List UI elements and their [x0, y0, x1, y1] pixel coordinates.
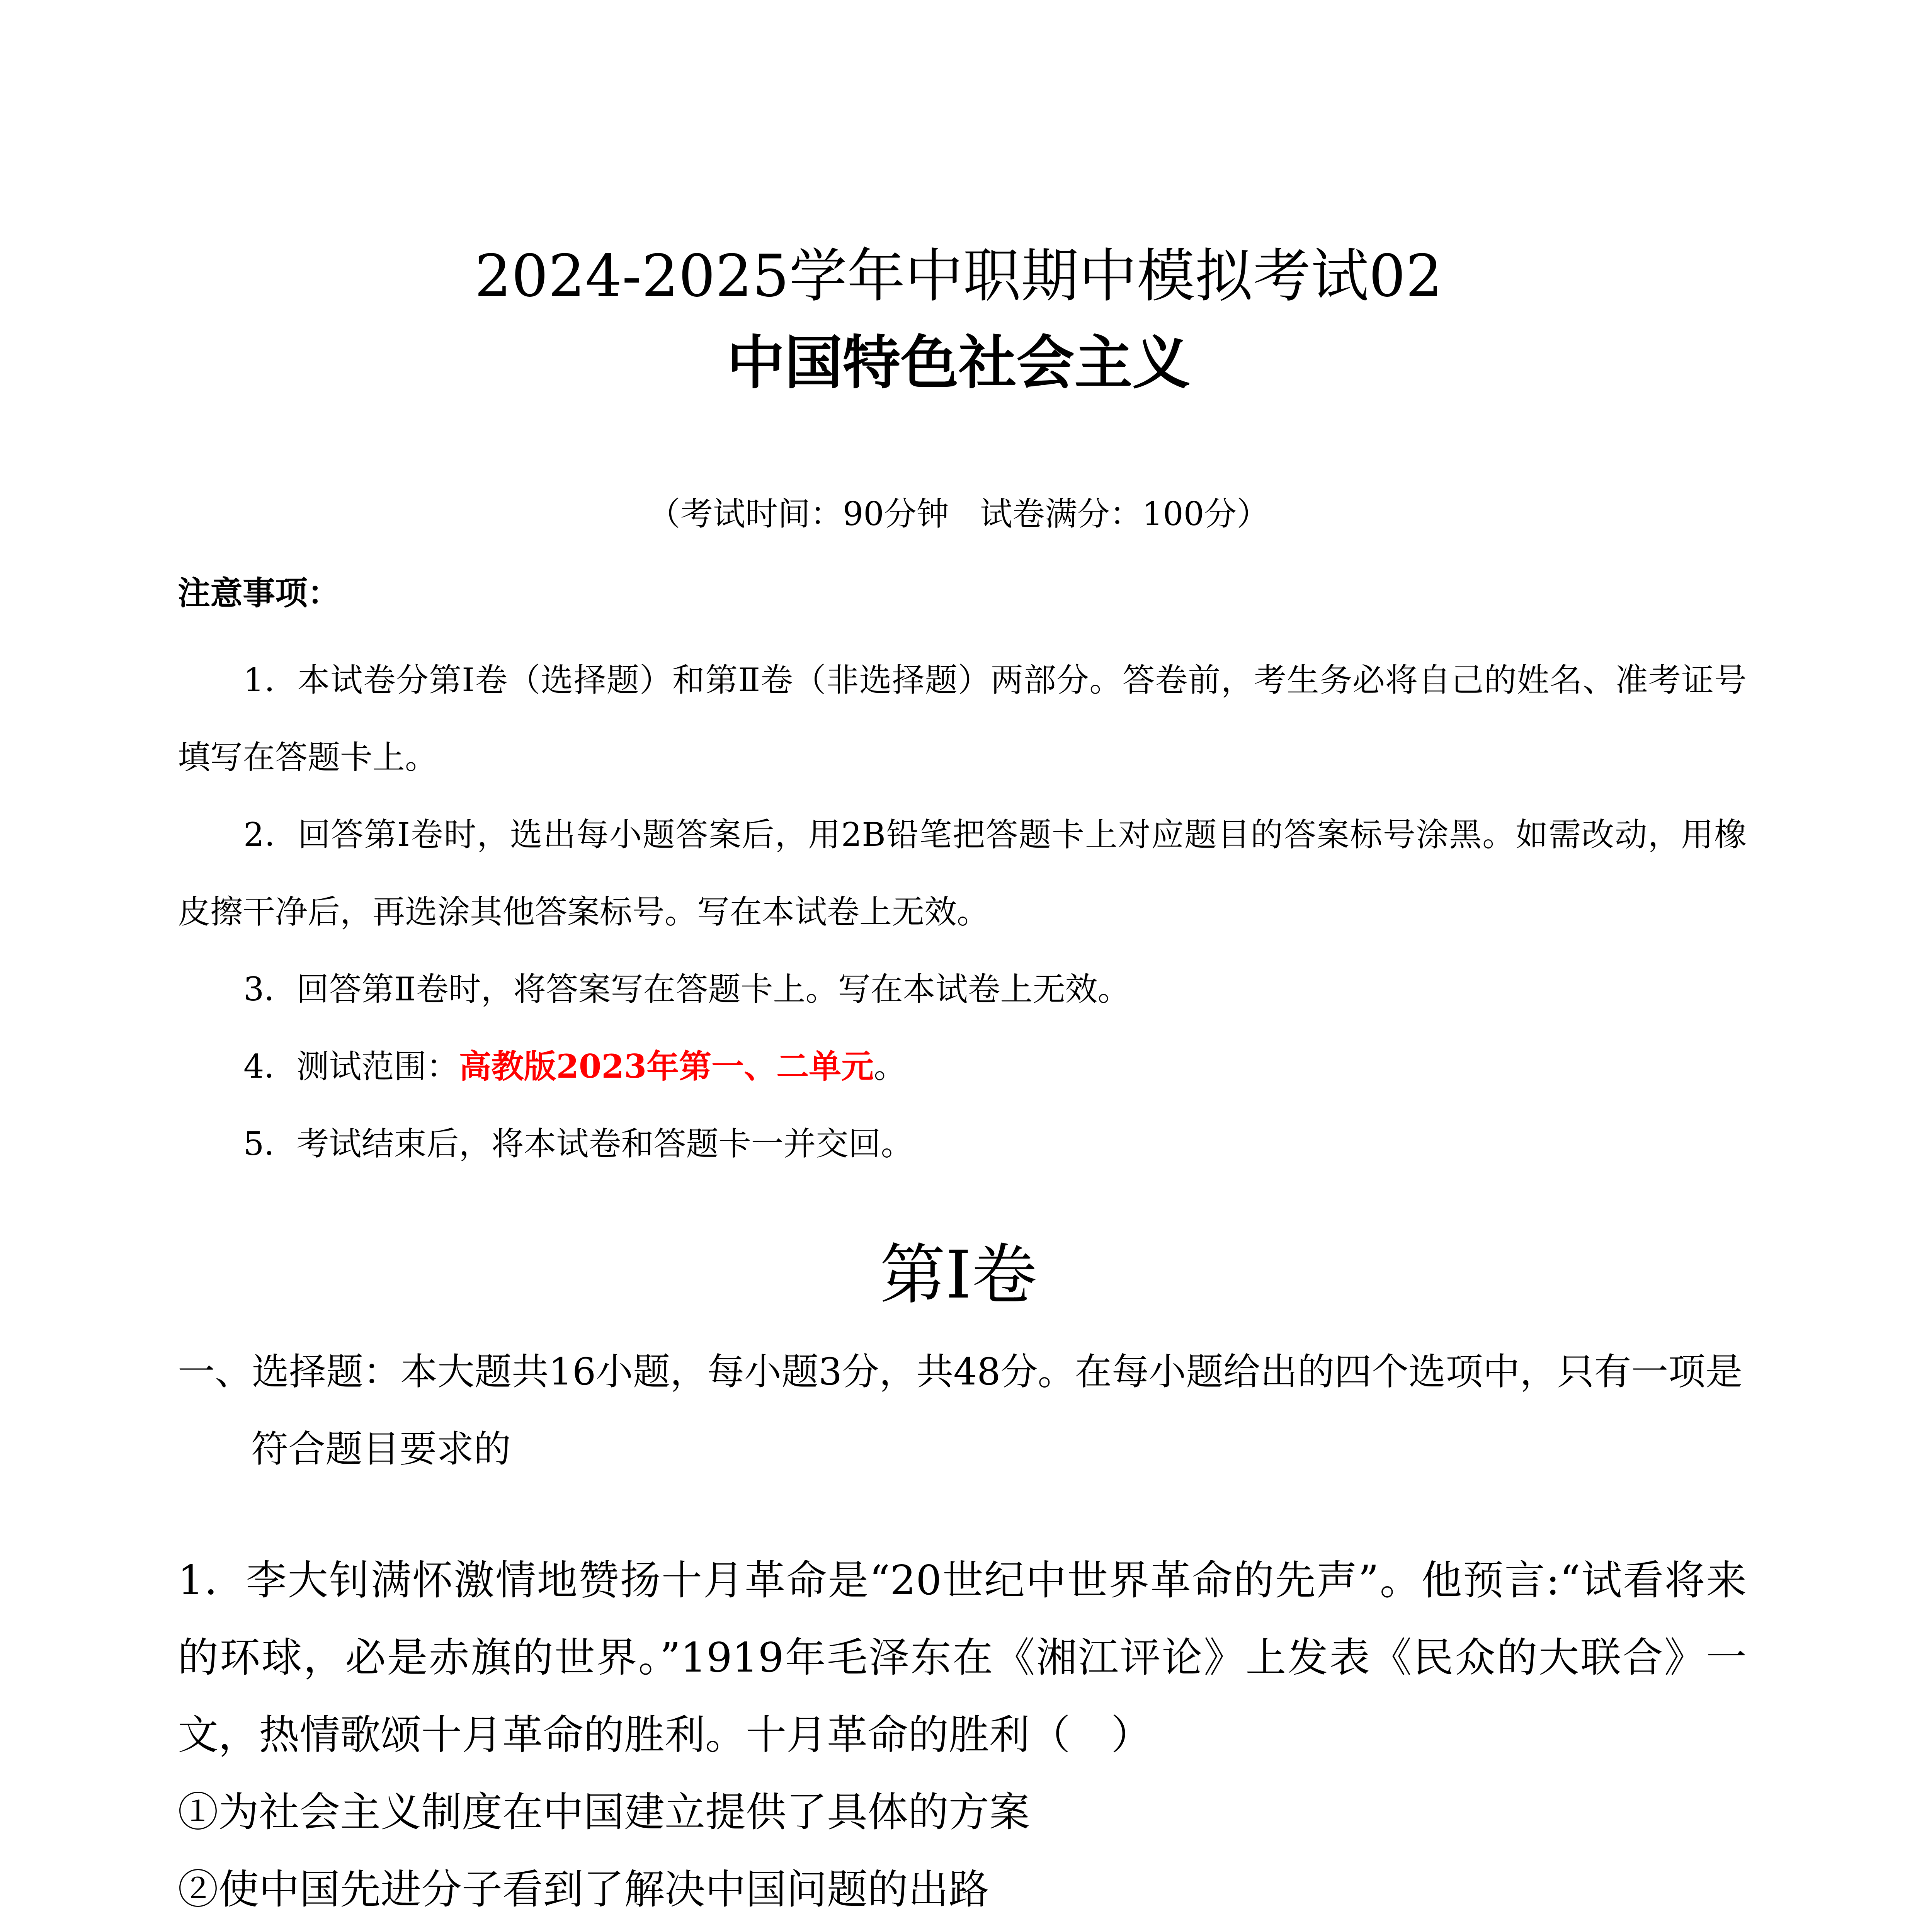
- question-1: [178, 1542, 1747, 1932]
- notice-item-4-prefix: 4．测试范围：: [243, 1048, 459, 1085]
- notice-item-3: 3．回答第Ⅱ卷时，将答案写在答题卡上。写在本试卷上无效。: [243, 970, 1130, 1008]
- notice-item-1: 1．本试卷分第Ⅰ卷（选择题）和第Ⅱ卷（非选择题）两部分。答卷前，考生务必将自己的姓名、准考证号填写在答题卡上。: [178, 661, 1747, 776]
- subject-title: 中国特色社会主义: [726, 330, 1191, 397]
- section-description: 一、选择题：本大题共16小题，每小题3分，共48分。在每小题给出的四个选项中，只有一项是符合题目要求的: [178, 1350, 1743, 1471]
- notice-heading: 注意事项：: [178, 574, 340, 612]
- question-statement: [178, 1928, 1747, 1932]
- notice-item-4: [178, 1028, 1747, 1105]
- question-statement: ①为社会主义制度在中国建立提供了具体的方案: [178, 1789, 1030, 1836]
- exam-title: 2024-2025学年中职期中模拟考试02: [474, 243, 1443, 310]
- question-list: [178, 1542, 1747, 1932]
- notice-item-4-suffix: 。: [874, 1048, 907, 1085]
- volume-heading: 第Ⅰ卷: [879, 1237, 1038, 1313]
- question-statement: ②使中国先进分子看到了解决中国问题的出路: [178, 1866, 990, 1913]
- notice-item-2: 2．回答第Ⅰ卷时，选出每小题答案后，用2B铅笔把答题卡上对应题目的答案标号涂黑。如需改动，用橡皮擦干净后，再选涂其他答案标号。写在本试卷上无效。: [178, 816, 1747, 931]
- notice-item-5: 5．考试结束后，将本试卷和答题卡一并交回。: [243, 1125, 913, 1163]
- question-stem: 1．李大钊满怀激情地赞扬十月革命是“20世纪中世界革命的先声”。他预言:“试看将来的环球，必是赤旗的世界。”1919年毛泽东在《湘江评论》上发表《民众的大联合》一文，热情歌颂十月革命的胜利。十月革命的胜利（ ）: [178, 1557, 1747, 1759]
- test-scope-highlight: 高教版2023年第一、二单元: [459, 1047, 874, 1085]
- notice-list: [178, 641, 1747, 1182]
- exam-time-and-score: （考试时间：90分钟 试卷满分：100分）: [648, 495, 1269, 533]
